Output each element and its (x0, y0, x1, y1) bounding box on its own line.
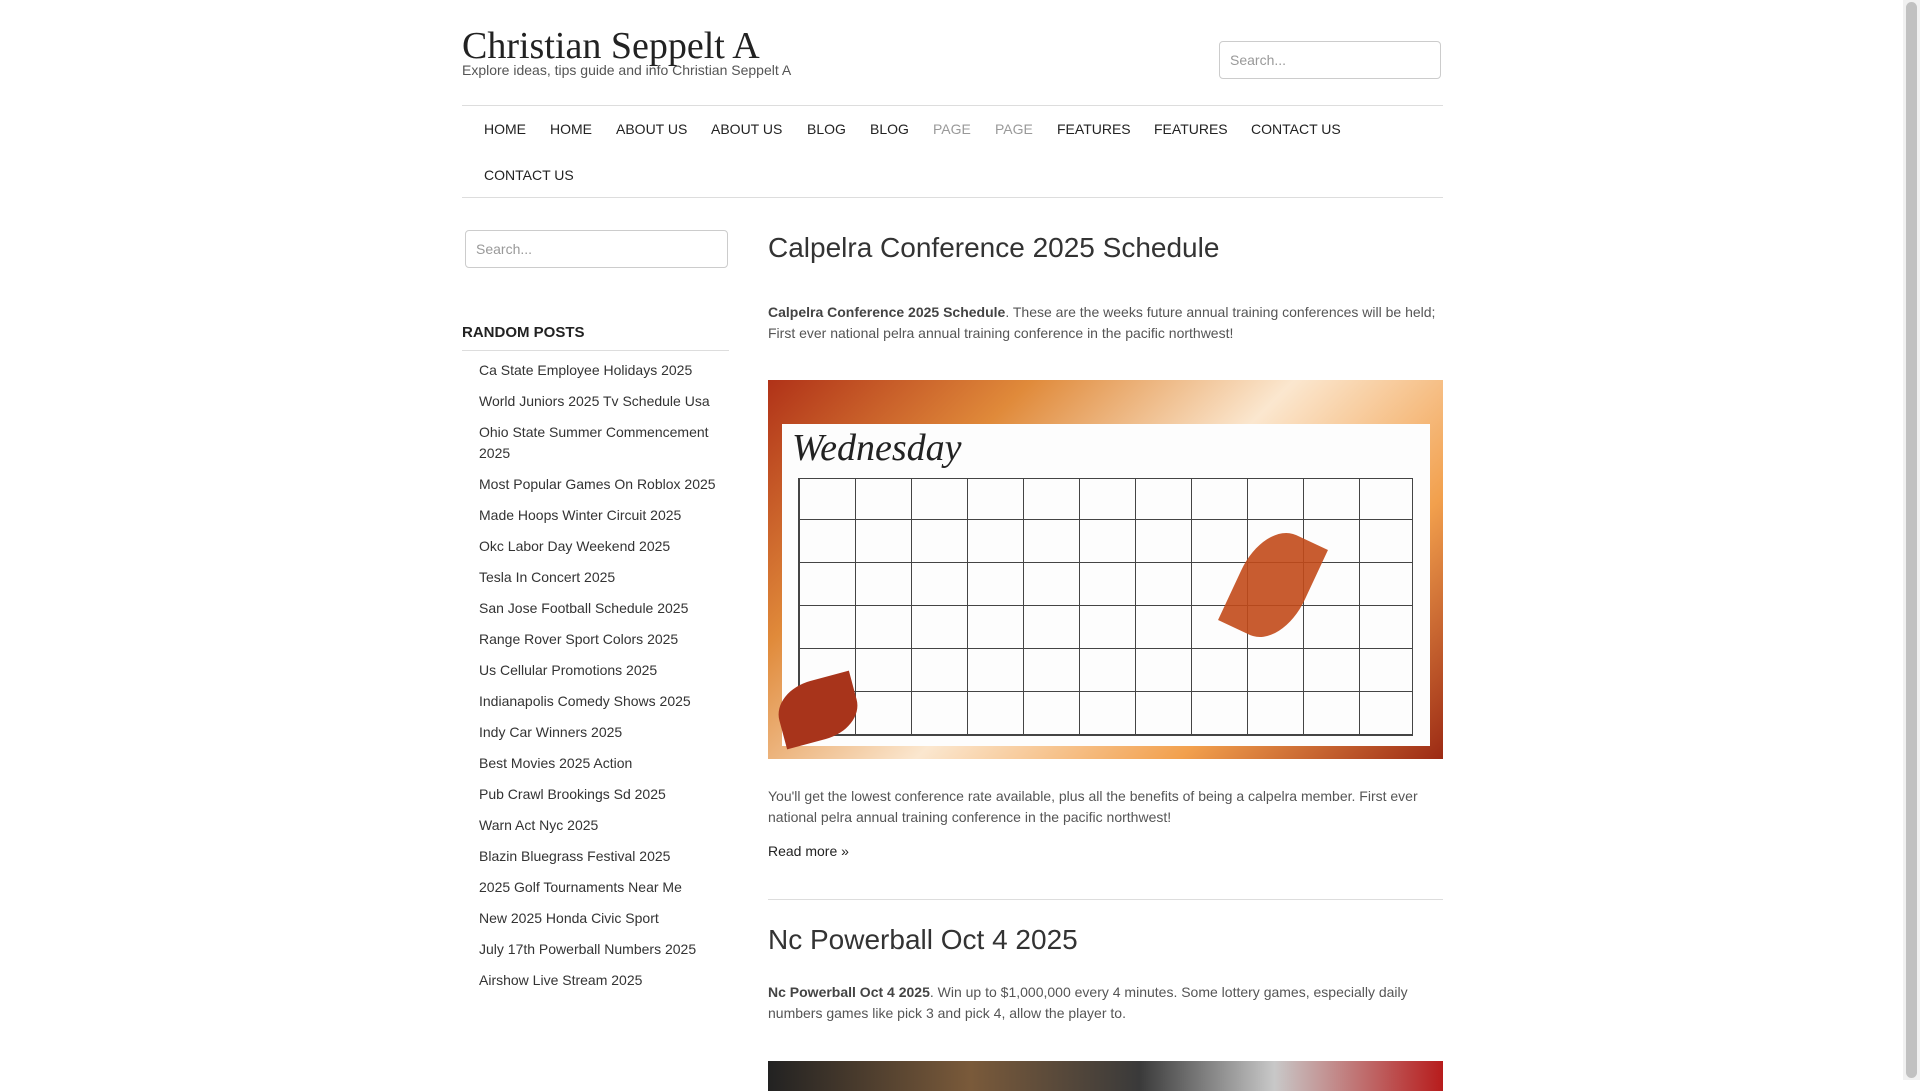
scrollbar-thumb[interactable] (1906, 2, 1917, 1078)
nav-item-home[interactable]: HOME (550, 121, 592, 137)
nav-item-home[interactable]: HOME (484, 121, 526, 137)
random-post-link[interactable]: Blazin Bluegrass Festival 2025 (479, 848, 671, 864)
site-title[interactable]: Christian Seppelt A (462, 25, 760, 67)
post-title[interactable]: Calpelra Conference 2025 Schedule (768, 232, 1220, 263)
random-post-link[interactable]: Best Movies 2025 Action (479, 755, 633, 771)
random-post-link[interactable]: Airshow Live Stream 2025 (479, 972, 643, 988)
post-title[interactable]: Nc Powerball Oct 4 2025 (768, 924, 1078, 955)
nav-item-contact-us[interactable]: CONTACT US (1251, 121, 1341, 137)
random-post-link[interactable]: San Jose Football Schedule 2025 (479, 600, 689, 616)
nav-item-about-us[interactable]: ABOUT US (711, 121, 783, 137)
sidebar-search-input[interactable] (465, 230, 728, 268)
random-post-link[interactable]: Okc Labor Day Weekend 2025 (479, 538, 671, 554)
image-heading: Wednesday (792, 427, 962, 469)
random-post-link[interactable]: Warn Act Nyc 2025 (479, 817, 599, 833)
header-search-input[interactable] (1219, 41, 1441, 79)
vertical-scrollbar[interactable] (1903, 0, 1920, 1080)
post-image[interactable] (768, 1061, 1443, 1091)
random-posts-list (479, 360, 729, 1001)
schedule-sheet (782, 424, 1430, 746)
random-post-link[interactable]: July 17th Powerball Numbers 2025 (479, 941, 697, 957)
post-divider (768, 899, 1443, 900)
random-post-link[interactable]: Ohio State Summer Commencement 2025 (479, 424, 709, 461)
random-post-link[interactable]: Pub Crawl Brookings Sd 2025 (479, 786, 666, 802)
post-intro-bold: Calpelra Conference 2025 Schedule (768, 304, 1006, 320)
post-body: You'll get the lowest conference rate available, plus all the benefits of being a calpelra member. First ever national pelra annual training conference in the pacific northwest! (768, 788, 1418, 825)
random-post-link[interactable]: Range Rover Sport Colors 2025 (479, 631, 679, 647)
post-intro-text: . Win up to $1,000,000 every 4 minutes. Some lottery games, especially daily numbers games like pick 3 and pick 4, allow the player to. (768, 984, 1408, 1021)
post-image[interactable] (768, 380, 1443, 759)
read-more-link[interactable]: Read more » (768, 843, 849, 859)
random-post-link[interactable]: Tesla In Concert 2025 (479, 569, 616, 585)
nav-item-about-us[interactable]: ABOUT US (616, 121, 688, 137)
post-intro (768, 302, 1443, 344)
nav-item-blog[interactable]: BLOG (807, 121, 846, 137)
nav-item-blog[interactable]: BLOG (870, 121, 909, 137)
random-post-link[interactable]: Indy Car Winners 2025 (479, 724, 623, 740)
random-post-link[interactable]: Made Hoops Winter Circuit 2025 (479, 507, 682, 523)
post-intro-text: . These are the weeks future annual training conferences will be held; First ever national pelra annual training conference in the pacific northwest! (768, 304, 1436, 341)
random-post-link[interactable]: 2025 Golf Tournaments Near Me (479, 879, 682, 895)
random-posts-heading: RANDOM POSTS (462, 324, 729, 351)
site-description: Explore ideas, tips guide and info Christian Seppelt A (462, 62, 792, 78)
random-post-link[interactable]: Us Cellular Promotions 2025 (479, 662, 658, 678)
random-post-link[interactable]: New 2025 Honda Civic Sport (479, 910, 659, 926)
nav-item-features[interactable]: FEATURES (1154, 121, 1228, 137)
post-intro-bold: Nc Powerball Oct 4 2025 (768, 984, 930, 1000)
nav-item-page[interactable]: PAGE (995, 121, 1033, 137)
post-intro (768, 982, 1443, 1024)
schedule-grid (798, 478, 1413, 736)
nav-item-page[interactable]: PAGE (933, 121, 971, 137)
nav-item-features[interactable]: FEATURES (1057, 121, 1131, 137)
main-nav (462, 105, 1443, 198)
random-post-link[interactable]: Ca State Employee Holidays 2025 (479, 362, 693, 378)
nav-item-contact-us[interactable]: CONTACT US (484, 167, 574, 183)
random-post-link[interactable]: Most Popular Games On Roblox 2025 (479, 476, 716, 492)
random-post-link[interactable]: Indianapolis Comedy Shows 2025 (479, 693, 691, 709)
random-post-link[interactable]: World Juniors 2025 Tv Schedule Usa (479, 393, 710, 409)
